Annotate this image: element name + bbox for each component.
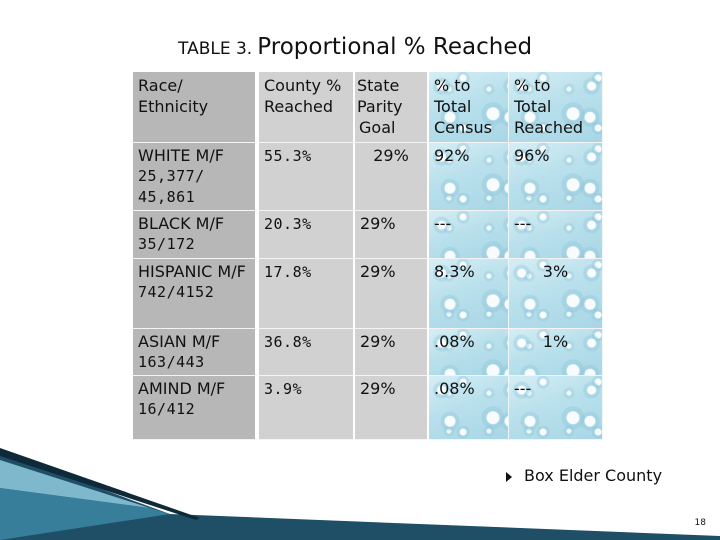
bullet-text: Box Elder County	[524, 466, 663, 485]
census-asian: .08%	[429, 329, 509, 376]
reached-asian: 1%	[509, 329, 603, 376]
page-number: 18	[694, 518, 706, 528]
goal-amind: 29%	[355, 376, 429, 440]
header-total-census: % to Total Census	[429, 72, 509, 143]
reached-amind: ---	[509, 376, 603, 440]
reached-hispanic: 3%	[509, 259, 603, 329]
slide-title	[178, 34, 532, 60]
goal-hispanic: 29%	[355, 259, 429, 329]
row-label-amind: AMIND M/F 16/412	[133, 376, 259, 440]
row-label-asian: ASIAN M/F 163/443	[133, 329, 259, 376]
row-label-black: BLACK M/F 35/172	[133, 211, 259, 259]
census-black: ---	[429, 211, 509, 259]
county-asian: 36.8%	[259, 329, 355, 376]
goal-white: 29%	[355, 143, 429, 211]
goal-asian: 29%	[355, 329, 429, 376]
goal-black: 29%	[355, 211, 429, 259]
bullet-arrow-icon	[506, 472, 512, 482]
county-amind: 3.9%	[259, 376, 355, 440]
county-black: 20.3%	[259, 211, 355, 259]
census-amind: .08%	[429, 376, 509, 440]
header-race-ethnicity: Race/ Ethnicity	[133, 72, 259, 143]
header-county-reached: County % Reached	[259, 72, 355, 143]
title-prefix: TABLE 3.	[178, 39, 253, 59]
decorative-swoosh	[0, 448, 720, 540]
county-hispanic: 17.8%	[259, 259, 355, 329]
header-state-parity-goal: State Parity Goal	[355, 72, 429, 143]
title-main: Proportional % Reached	[257, 34, 533, 60]
reached-white: 96%	[509, 143, 603, 211]
header-total-reached: % to Total Reached	[509, 72, 603, 143]
row-label-white: WHITE M/F 25,377/ 45,861	[133, 143, 259, 211]
county-white: 55.3%	[259, 143, 355, 211]
proportional-reached-table	[133, 72, 603, 440]
census-white: 92%	[429, 143, 509, 211]
bullet-box-elder-county	[506, 466, 662, 485]
row-label-hispanic: HISPANIC M/F 742/4152	[133, 259, 259, 329]
reached-black: ---	[509, 211, 603, 259]
census-hispanic: 8.3%	[429, 259, 509, 329]
